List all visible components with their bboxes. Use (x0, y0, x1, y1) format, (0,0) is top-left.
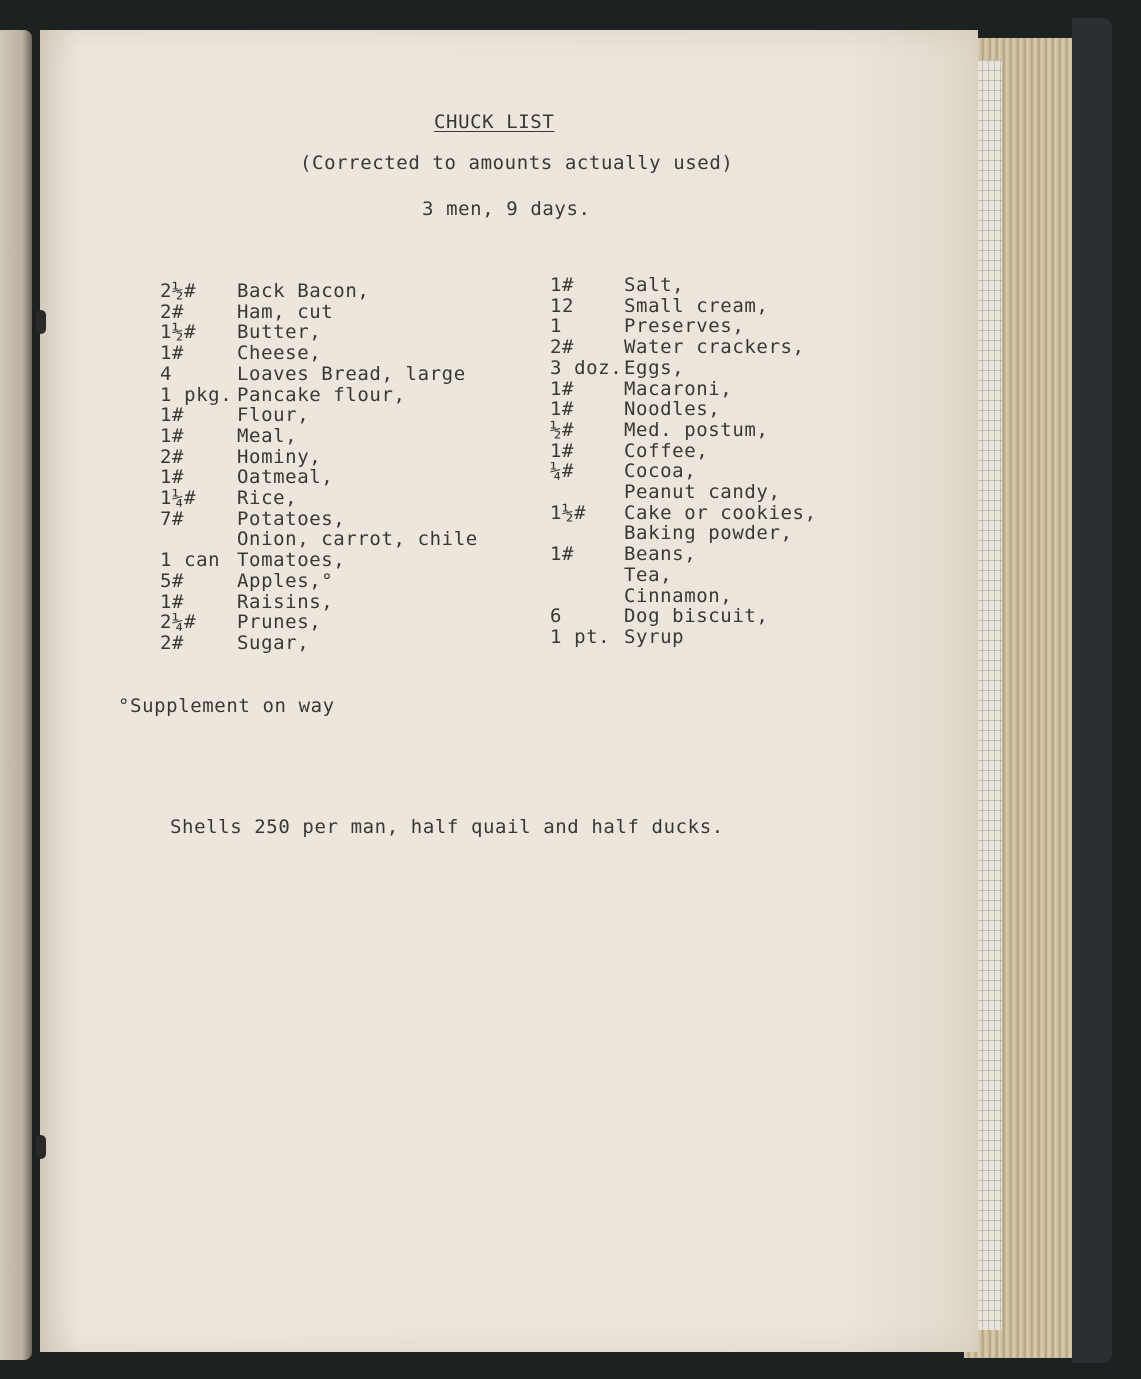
item-quantity: 1½# (160, 321, 197, 344)
item-quantity: 3 doz. (550, 356, 623, 379)
facing-page-edge (0, 30, 32, 1360)
item-quantity: 1 pt. (550, 625, 611, 648)
item-name: Tomatoes, (237, 549, 346, 572)
shells-note: Shells 250 per man, half quail and half ducks. (170, 816, 724, 838)
item-name: Baking powder, (624, 522, 793, 545)
item-name: Flour, (237, 404, 310, 427)
item-quantity: 2# (160, 631, 185, 654)
item-name: Apples,° (237, 569, 334, 592)
item-quantity: 1½# (550, 501, 587, 524)
item-quantity: 2¼# (160, 611, 197, 634)
item-quantity: 2# (160, 445, 185, 468)
item-quantity: 1# (160, 590, 185, 613)
item-quantity: 1# (160, 342, 185, 365)
item-quantity: 2# (550, 336, 575, 359)
crew-line: 3 men, 9 days. (422, 198, 591, 220)
item-name: Dog biscuit, (624, 605, 769, 628)
item-quantity: 1# (550, 543, 575, 566)
footnote: °Supplement on way (118, 695, 335, 717)
item-quantity: 6 (550, 605, 563, 628)
item-quantity: 1 can (160, 549, 221, 572)
item-name: Peanut candy, (624, 481, 781, 503)
document-page (40, 30, 978, 1352)
binder-cover (1072, 18, 1112, 1363)
item-name: Noodles, (624, 398, 721, 421)
item-name: Raisins, (237, 590, 334, 613)
item-quantity: 1# (160, 466, 185, 489)
item-quantity: 12 (550, 294, 575, 317)
item-name: Cake or cookies, (624, 501, 817, 524)
item-name: Back Bacon, (237, 280, 370, 302)
item-name: Onion, carrot, chile (237, 528, 478, 551)
item-quantity: ¼# (550, 460, 575, 483)
item-name: Pancake flour, (237, 383, 406, 406)
item-quantity: 1 pkg. (160, 383, 233, 406)
item-quantity: 4 (160, 362, 173, 385)
item-name: Ham, cut (237, 300, 334, 323)
item-name: Syrup (624, 625, 685, 648)
item-name: Rice, (237, 487, 298, 509)
item-name: Sugar, (237, 631, 310, 654)
item-quantity: 1# (550, 398, 575, 421)
item-name: Salt, (624, 274, 685, 296)
item-name: Coffee, (624, 439, 709, 462)
item-name: Prunes, (237, 611, 322, 634)
item-name: Small cream, (624, 294, 769, 317)
item-quantity: 7# (160, 507, 185, 530)
item-name: Hominy, (237, 445, 322, 468)
item-name: Loaves Bread, large (237, 362, 466, 385)
page-title: CHUCK LIST (434, 111, 555, 133)
item-name: Potatoes, (237, 507, 346, 530)
item-name: Cinnamon, (624, 584, 733, 607)
item-quantity: 1 (550, 315, 563, 338)
item-name: Meal, (237, 424, 298, 447)
item-name: Water crackers, (624, 336, 805, 359)
item-name: Preserves, (624, 315, 745, 338)
item-name: Oatmeal, (237, 466, 334, 489)
item-quantity: 2½# (160, 280, 197, 302)
item-quantity: 5# (160, 569, 185, 592)
item-quantity: 1# (550, 274, 575, 296)
item-quantity: 1# (550, 377, 575, 400)
item-name: Butter, (237, 321, 322, 344)
item-quantity: 1# (160, 404, 185, 427)
item-name: Macaroni, (624, 377, 733, 400)
item-name: Cheese, (237, 342, 322, 365)
item-quantity: 2# (160, 300, 185, 323)
item-name: Eggs, (624, 356, 685, 379)
item-quantity: 1# (550, 439, 575, 462)
item-name: Beans, (624, 543, 697, 566)
page-subtitle: (Corrected to amounts actually used) (300, 152, 734, 174)
ring-hole (36, 310, 46, 334)
item-name: Cocoa, (624, 460, 697, 483)
item-quantity: ½# (550, 418, 575, 441)
item-quantity: 1# (160, 424, 185, 447)
graph-paper-edge (976, 60, 1002, 1330)
ring-hole (36, 1135, 46, 1159)
item-quantity: 1¼# (160, 487, 197, 509)
item-name: Tea, (624, 563, 673, 586)
item-name: Med. postum, (624, 418, 769, 441)
